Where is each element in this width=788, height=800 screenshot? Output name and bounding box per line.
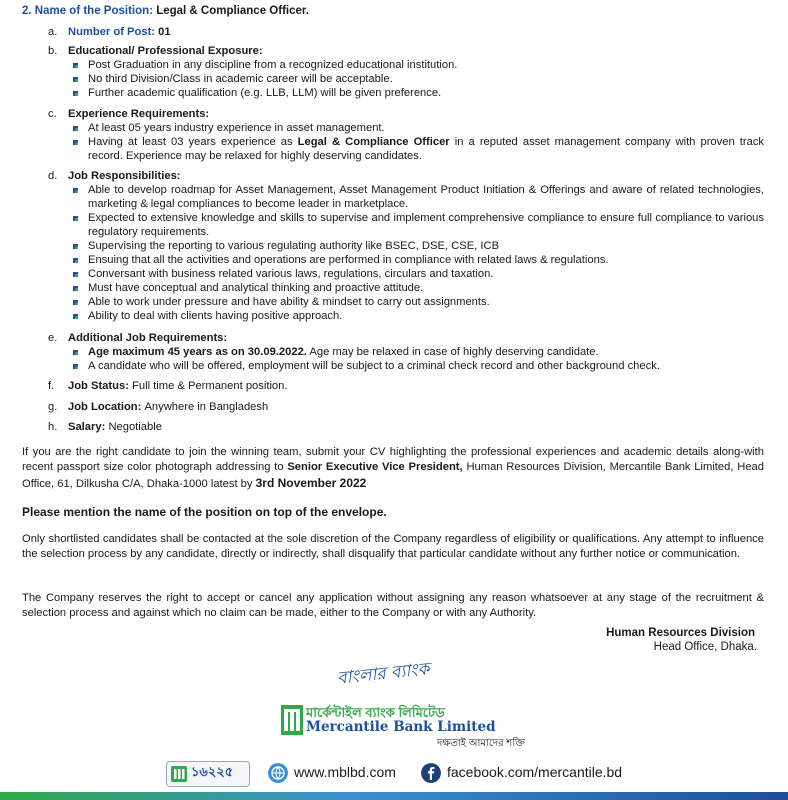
brand-name-bn: মার্কেন্টাইল ব্যাংক লিমিটেড <box>306 705 445 720</box>
responsibility-item: Supervising the reporting to various regulating authority like BSEC, DSE, CSE, ICB <box>88 240 500 252</box>
additional-item: Age maximum 45 years as on 30.09.2022. Age may be relaxed in case of highly deserving candidate. <box>88 346 599 358</box>
experience-item: At least 05 years industry experience in asset management. <box>88 122 385 134</box>
job-status: Job Status: Full time & Permanent position. <box>68 380 288 392</box>
position-heading: 2. Name of the Position: Legal & Compliance Officer. <box>22 5 309 17</box>
experience-heading: Experience Requirements: <box>68 108 210 120</box>
item-letter-g: g. <box>48 401 58 413</box>
envelope-note: Please mention the name of the position on top of the envelope. <box>22 505 387 519</box>
footer-color-bar <box>0 792 788 800</box>
additional-item: A candidate who will be offered, employment will be subject to a criminal check record and other background check. <box>88 360 660 372</box>
bullet-icon <box>73 91 78 96</box>
bullet-icon <box>73 364 78 369</box>
application-instructions: If you are the right candidate to join the winning team, submit your CV highlighting the professional experiences and academic details along-with recent passport size color photograph addressing to Senior Executive Vice President, Human Resources Division, Mercantile Bank Limited, Head Office, 61, Dilkusha C/A, Dhaka-1000 latest by 3rd November 2022 <box>22 446 764 490</box>
responsibility-item: Able to work under pressure and have ability & mindset to carry out assignments. <box>88 296 490 308</box>
item-letter-d: d. <box>48 170 58 182</box>
responsibility-item: Ensuing that all the activities and operations are performed in compliance with related laws & regulations. <box>88 254 609 266</box>
bullet-icon <box>73 244 78 249</box>
bullet-icon <box>73 272 78 277</box>
bullet-icon <box>73 314 78 319</box>
responsibility-item: Able to develop roadmap for Asset Management, Asset Management Product Initiation & Offerings and aware of related technologies, marketing & legal compliances to become leader in marketplace. <box>88 184 764 211</box>
facebook-icon <box>421 763 441 783</box>
item-letter-b: b. <box>48 45 58 57</box>
bullet-icon <box>73 350 78 355</box>
bullet-icon <box>73 258 78 263</box>
item-letter-e: e. <box>48 332 58 344</box>
bullet-icon <box>73 63 78 68</box>
number-of-post: Number of Post: 01 <box>68 26 171 38</box>
signature-office: Head Office, Dhaka. <box>653 641 757 653</box>
item-letter-c: c. <box>48 108 57 120</box>
shortlist-note: Only shortlisted candidates shall be contacted at the sole discretion of the Company regardless of eligibility or qualifications. Any attempt to influence the selection process by any candidate, directly or indirectly, shall disqualify that particular candidate without any further notice or communication. <box>22 533 764 561</box>
hotline-badge <box>166 761 250 787</box>
item-letter-a: a. <box>48 26 58 38</box>
education-item: No third Division/Class in academic career will be acceptable. <box>88 73 393 85</box>
bullet-icon <box>73 300 78 305</box>
education-item: Further academic qualification (e.g. LLB, LLM) will be given preference. <box>88 87 442 99</box>
bullet-icon <box>73 286 78 291</box>
bullet-icon <box>73 77 78 82</box>
bullet-icon <box>73 216 78 221</box>
salary: Salary: Negotiable <box>68 421 162 433</box>
rights-note: The Company reserves the right to accept or cancel any application without assigning any reason whatsoever at any stage of the recruitment & selection process and against which no claim can be made, either to the Company or with any Authority. <box>22 592 764 620</box>
item-letter-h: h. <box>48 421 58 433</box>
mercantile-logo-icon <box>281 705 303 735</box>
signature-division: Human Resources Division <box>606 627 755 639</box>
responsibility-item: Must have conceptual and analytical thinking and proactive attitude. <box>88 282 424 294</box>
brand-script-mark: বাংলার ব্যাংক <box>336 659 431 689</box>
bullet-icon <box>73 126 78 131</box>
responsibilities-heading: Job Responsibilities: <box>68 170 181 182</box>
brand-name-en: Mercantile Bank Limited <box>306 719 496 735</box>
hotline-number: ১৬২২৫ <box>191 764 234 779</box>
responsibility-item: Conversant with business related various laws, regulations, circulars and taxation. <box>88 268 494 280</box>
globe-icon <box>268 763 288 783</box>
item-letter-f: f. <box>48 380 55 392</box>
website-link[interactable]: www.mblbd.com <box>294 764 396 780</box>
brand-tagline: দক্ষতাই আমাদের শক্তি <box>437 738 525 749</box>
additional-heading: Additional Job Requirements: <box>68 332 228 344</box>
bullet-icon <box>73 140 78 145</box>
hotline-logo-icon <box>171 766 187 782</box>
bullet-icon <box>73 188 78 193</box>
education-item: Post Graduation in any discipline from a recognized educational institution. <box>88 59 458 71</box>
job-location: Job Location: Anywhere in Bangladesh <box>68 401 269 413</box>
experience-item: Having at least 03 years experience as Legal & Compliance Officer in a reputed asset management company with proven track record. Experience may be relaxed for highly deserving candidates. <box>88 136 765 163</box>
facebook-link[interactable]: facebook.com/mercantile.bd <box>447 764 623 780</box>
education-heading: Educational/ Professional Exposure: <box>68 45 263 57</box>
responsibility-item: Ability to deal with clients having positive approach. <box>88 310 343 322</box>
responsibility-item: Expected to extensive knowledge and skills to supervise and implement comprehensive compliance to ensure full compliance to various regulatory requirements. <box>88 212 764 239</box>
